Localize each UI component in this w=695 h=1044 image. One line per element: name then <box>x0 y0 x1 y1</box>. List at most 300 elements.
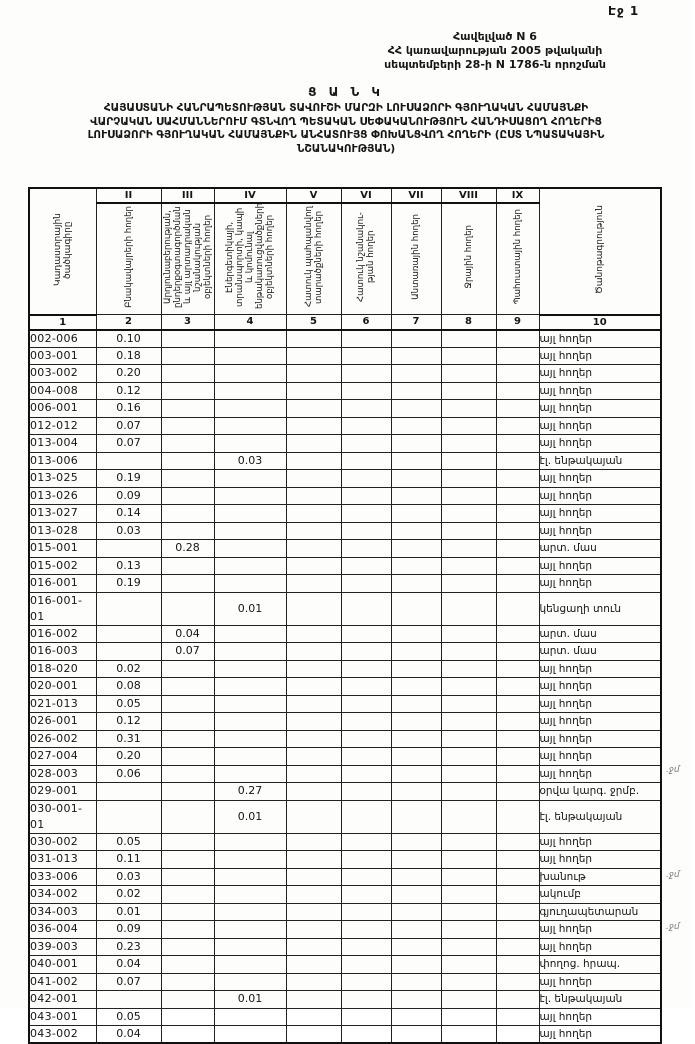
area-value-cell <box>214 886 286 904</box>
area-value-cell: 0.06 <box>96 765 161 783</box>
cadastral-code-cell: 016-001 <box>29 575 96 593</box>
area-value-cell <box>341 382 391 400</box>
area-value-cell <box>441 557 496 575</box>
table-row <box>29 833 661 851</box>
table-row <box>29 435 661 453</box>
area-value-cell <box>391 956 441 974</box>
area-value-cell <box>441 592 496 625</box>
area-value-cell <box>441 540 496 558</box>
area-value-cell <box>391 540 441 558</box>
area-value-cell <box>214 382 286 400</box>
note-cell: խանութ <box>539 868 661 886</box>
area-value-cell: 0.05 <box>96 695 161 713</box>
area-value-cell <box>441 470 496 488</box>
area-value-cell: 0.02 <box>96 886 161 904</box>
page-number: Էջ 1 <box>608 4 640 18</box>
area-value-cell <box>441 660 496 678</box>
cadastral-code-cell: 040-001 <box>29 956 96 974</box>
area-value-cell: 0.03 <box>96 522 161 540</box>
area-value-cell <box>341 505 391 523</box>
area-value-cell: 0.27 <box>214 783 286 801</box>
area-value-cell <box>341 695 391 713</box>
area-value-cell <box>341 973 391 991</box>
area-value-cell <box>391 330 441 348</box>
table-row <box>29 748 661 766</box>
area-value-cell <box>286 851 341 869</box>
area-value-cell <box>441 851 496 869</box>
area-value-cell: 0.07 <box>161 643 214 661</box>
roman-v: V <box>286 188 341 203</box>
area-value-cell <box>441 522 496 540</box>
area-value-cell <box>341 868 391 886</box>
note-cell: այլ հողեր <box>539 575 661 593</box>
note-cell: այլ հողեր <box>539 470 661 488</box>
title-sub-line-4: ՆՇԱՆԱԿՈՒԹՅԱՆ) <box>296 142 396 155</box>
area-value-cell <box>496 522 539 540</box>
area-value-cell <box>496 1026 539 1044</box>
area-value-cell <box>441 487 496 505</box>
area-value-cell <box>214 678 286 696</box>
note-cell: այլ հողեր <box>539 522 661 540</box>
area-value-cell <box>391 903 441 921</box>
note-cell: այլ հողեր <box>539 1008 661 1026</box>
area-value-cell <box>161 522 214 540</box>
area-value-cell <box>391 991 441 1009</box>
area-value-cell <box>161 678 214 696</box>
cadastral-code-cell: 036-004 <box>29 921 96 939</box>
area-value-cell <box>391 851 441 869</box>
cadastral-code-cell: 013-028 <box>29 522 96 540</box>
area-value-cell: 0.14 <box>96 505 161 523</box>
area-value-cell <box>214 1008 286 1026</box>
area-value-cell <box>286 833 341 851</box>
handwritten-margin-mark: .ջմ <box>666 869 680 880</box>
area-value-cell <box>286 730 341 748</box>
area-value-cell <box>391 522 441 540</box>
area-value-cell <box>161 452 214 470</box>
note-cell: այլ հողեր <box>539 400 661 418</box>
area-value-cell <box>161 557 214 575</box>
area-value-cell <box>286 800 341 833</box>
area-value-cell <box>214 487 286 505</box>
area-value-cell <box>341 921 391 939</box>
table-row <box>29 382 661 400</box>
area-value-cell <box>496 973 539 991</box>
table-row <box>29 505 661 523</box>
cadastral-code-cell: 013-027 <box>29 505 96 523</box>
table-row <box>29 470 661 488</box>
note-cell: կենցաղի տուն <box>539 592 661 625</box>
area-value-cell <box>286 678 341 696</box>
area-value-cell: 0.04 <box>96 1026 161 1044</box>
area-value-cell <box>341 1008 391 1026</box>
area-value-cell <box>214 557 286 575</box>
area-value-cell <box>214 417 286 435</box>
area-value-cell <box>161 592 214 625</box>
note-cell: այլ հողեր <box>539 833 661 851</box>
note-cell: այլ հողեր <box>539 730 661 748</box>
appendix-line-2: ՀՀ կառավարության 2005 թվականի <box>387 44 603 57</box>
cadastral-code-cell: 026-002 <box>29 730 96 748</box>
area-value-cell <box>496 417 539 435</box>
table-row <box>29 330 661 348</box>
area-value-cell <box>441 903 496 921</box>
area-value-cell <box>286 660 341 678</box>
cadastral-code-cell: 003-001 <box>29 347 96 365</box>
table-row <box>29 713 661 731</box>
area-value-cell <box>341 678 391 696</box>
area-value-cell <box>441 382 496 400</box>
area-value-cell <box>341 435 391 453</box>
area-value-cell <box>496 660 539 678</box>
area-value-cell: 0.02 <box>96 660 161 678</box>
area-value-cell <box>161 365 214 383</box>
area-value-cell: 0.04 <box>161 625 214 643</box>
area-value-cell <box>161 695 214 713</box>
area-value-cell: 0.20 <box>96 748 161 766</box>
area-value-cell <box>214 643 286 661</box>
area-value-cell <box>496 851 539 869</box>
area-value-cell: 0.10 <box>96 330 161 348</box>
title-sub-line-1: ՀԱՅԱՍՏԱՆԻ ՀԱՆՐԱՊԵՏՈՒԹՅԱՆ ՏԱՎՈՒՇԻ ՄԱՐԶԻ ԼՈՒՍԱՁՈՐԻ ԳՅՈՒՂԱԿԱՆ ՀԱՄԱՅՆՔԻ <box>103 102 589 114</box>
area-value-cell <box>441 973 496 991</box>
area-value-cell <box>286 592 341 625</box>
area-value-cell <box>391 435 441 453</box>
area-value-cell <box>161 730 214 748</box>
area-value-cell <box>496 695 539 713</box>
area-value-cell <box>496 575 539 593</box>
area-value-cell <box>496 487 539 505</box>
cadastral-code-cell: 031-013 <box>29 851 96 869</box>
area-value-cell <box>441 347 496 365</box>
area-value-cell <box>441 1008 496 1026</box>
area-value-cell <box>341 487 391 505</box>
area-value-cell <box>286 575 341 593</box>
area-value-cell <box>286 417 341 435</box>
table-row <box>29 522 661 540</box>
area-value-cell <box>214 868 286 886</box>
note-cell: այլ հողեր <box>539 347 661 365</box>
area-value-cell <box>286 452 341 470</box>
note-cell: այլ հողեր <box>539 765 661 783</box>
area-value-cell <box>496 347 539 365</box>
note-cell: արտ. մաս <box>539 643 661 661</box>
area-value-cell <box>214 833 286 851</box>
area-value-cell <box>286 765 341 783</box>
area-value-cell <box>496 868 539 886</box>
area-value-cell <box>161 487 214 505</box>
note-cell: ակումբ <box>539 886 661 904</box>
area-value-cell <box>286 868 341 886</box>
area-value-cell <box>441 330 496 348</box>
land-transfer-table <box>28 187 662 1044</box>
roman-ix: IX <box>496 188 539 203</box>
area-value-cell <box>391 695 441 713</box>
area-value-cell <box>496 505 539 523</box>
area-value-cell <box>391 1008 441 1026</box>
cadastral-code-cell: 016-003 <box>29 643 96 661</box>
area-value-cell <box>496 435 539 453</box>
table-row <box>29 903 661 921</box>
area-value-cell <box>496 452 539 470</box>
area-value-cell <box>161 886 214 904</box>
area-value-cell <box>286 487 341 505</box>
area-value-cell <box>441 868 496 886</box>
note-cell: այլ հողեր <box>539 435 661 453</box>
table-row <box>29 921 661 939</box>
note-cell: էլ. ենթակայան <box>539 452 661 470</box>
cadastral-code-cell: 033-006 <box>29 868 96 886</box>
note-cell: էլ. ենթակայան <box>539 800 661 833</box>
table-row <box>29 868 661 886</box>
area-value-cell: 0.07 <box>96 435 161 453</box>
area-value-cell <box>341 522 391 540</box>
area-value-cell <box>441 365 496 383</box>
area-value-cell <box>391 765 441 783</box>
area-value-cell: 0.03 <box>96 868 161 886</box>
area-value-cell: 0.16 <box>96 400 161 418</box>
note-cell: այլ հողեր <box>539 851 661 869</box>
note-cell: այլ հողեր <box>539 748 661 766</box>
area-value-cell: 0.03 <box>214 452 286 470</box>
area-value-cell <box>391 730 441 748</box>
area-value-cell <box>496 833 539 851</box>
note-cell: այլ հողեր <box>539 713 661 731</box>
area-value-cell <box>441 748 496 766</box>
area-value-cell <box>341 365 391 383</box>
area-value-cell: 0.19 <box>96 470 161 488</box>
area-value-cell <box>214 765 286 783</box>
area-value-cell <box>214 956 286 974</box>
note-cell: այլ հողեր <box>539 678 661 696</box>
area-value-cell <box>341 417 391 435</box>
table-row <box>29 956 661 974</box>
cadastral-code-cell: 034-003 <box>29 903 96 921</box>
area-value-cell <box>96 592 161 625</box>
area-value-cell <box>496 991 539 1009</box>
title-sub-line-2: ՎԱՐՉԱԿԱՆ ՍԱՀՄԱՆՆԵՐՈՒՄ ԳՏՆՎՈՂ ՊԵՏԱԿԱՆ ՍԵՓԱԿԱՆՈՒԹՅՈՒՆ ՀԱՆԴԻՍԱՑՈՂ ՀՈՂԵՐԻՑ <box>90 115 602 128</box>
area-value-cell <box>496 678 539 696</box>
area-value-cell <box>441 400 496 418</box>
area-value-cell <box>391 592 441 625</box>
table-row <box>29 886 661 904</box>
appendix-line-3: սեպտեմբերի 28-ի N 1786-ն որոշման <box>384 58 606 71</box>
table-row <box>29 730 661 748</box>
area-value-cell <box>341 643 391 661</box>
area-value-cell <box>214 660 286 678</box>
table-header <box>29 188 661 330</box>
area-value-cell <box>496 540 539 558</box>
area-value-cell <box>341 1026 391 1044</box>
table-row <box>29 452 661 470</box>
area-value-cell <box>441 1026 496 1044</box>
table-row <box>29 973 661 991</box>
cadastral-code-cell: 034-002 <box>29 886 96 904</box>
area-value-cell <box>496 625 539 643</box>
header-cadastral-code <box>29 188 96 315</box>
table-body <box>29 330 661 1044</box>
area-value-cell <box>496 400 539 418</box>
cadastral-code-cell: 012-012 <box>29 417 96 435</box>
area-value-cell <box>286 886 341 904</box>
title-sub-line-3: ԼՈՒՍԱՁՈՐԻ ԳՅՈՒՂԱԿԱՆ ՀԱՄԱՅՆՔԻՆ ԱՆՀԱՏՈՒՅՑ ՓՈԽԱՆՑՎՈՂ ՀՈՂԵՐԻ (ԸՍՏ ՆՊԱՏԱԿԱՅԻՆ <box>87 129 605 141</box>
area-value-cell <box>496 557 539 575</box>
table-row <box>29 347 661 365</box>
area-value-cell <box>441 991 496 1009</box>
table-row <box>29 417 661 435</box>
area-value-cell <box>391 1026 441 1044</box>
area-value-cell <box>341 783 391 801</box>
area-value-cell: 0.28 <box>161 540 214 558</box>
table-row <box>29 695 661 713</box>
area-value-cell <box>391 938 441 956</box>
area-value-cell <box>391 886 441 904</box>
area-value-cell <box>341 730 391 748</box>
area-value-cell <box>286 435 341 453</box>
cadastral-code-cell: 041-002 <box>29 973 96 991</box>
note-cell: այլ հողեր <box>539 660 661 678</box>
colnum-2: 2 <box>96 315 161 330</box>
cadastral-code-cell: 029-001 <box>29 783 96 801</box>
area-value-cell <box>496 886 539 904</box>
area-value-cell <box>341 800 391 833</box>
area-value-cell <box>391 921 441 939</box>
area-value-cell <box>391 713 441 731</box>
cadastral-code-cell: 018-020 <box>29 660 96 678</box>
area-value-cell <box>286 713 341 731</box>
area-value-cell <box>286 347 341 365</box>
area-value-cell <box>391 400 441 418</box>
area-value-cell <box>496 713 539 731</box>
area-value-cell: 0.01 <box>214 800 286 833</box>
area-value-cell <box>341 903 391 921</box>
area-value-cell <box>496 470 539 488</box>
area-value-cell <box>391 505 441 523</box>
area-value-cell <box>496 956 539 974</box>
area-value-cell <box>96 643 161 661</box>
colnum-6: 6 <box>341 315 391 330</box>
area-value-cell <box>496 643 539 661</box>
area-value-cell <box>214 748 286 766</box>
area-value-cell <box>441 678 496 696</box>
cadastral-code-cell: 020-001 <box>29 678 96 696</box>
note-cell: արտ. մաս <box>539 625 661 643</box>
header-special-purpose-lands: Հատուկ նշանակու-թյան հողեր <box>341 203 391 315</box>
area-value-cell <box>161 400 214 418</box>
area-value-cell <box>391 783 441 801</box>
appendix-reference <box>295 30 695 72</box>
area-value-cell <box>214 575 286 593</box>
area-value-cell <box>161 575 214 593</box>
area-value-cell: 0.01 <box>214 991 286 1009</box>
note-cell: այլ հողեր <box>539 557 661 575</box>
area-value-cell <box>496 903 539 921</box>
roman-iii: III <box>161 188 214 203</box>
header-note-label: Ծանոթագրություն <box>594 205 605 295</box>
area-value-cell <box>286 557 341 575</box>
area-value-cell <box>286 748 341 766</box>
area-value-cell <box>496 382 539 400</box>
area-value-cell <box>391 625 441 643</box>
area-value-cell <box>341 592 391 625</box>
area-value-cell <box>286 695 341 713</box>
header-cadastral-code-label: Կադաստրային ծածկագիրը <box>52 213 73 287</box>
area-value-cell <box>496 765 539 783</box>
table-row <box>29 365 661 383</box>
area-value-cell <box>441 938 496 956</box>
area-value-cell <box>441 575 496 593</box>
table-row <box>29 660 661 678</box>
header-industrial-lands: Արդյունաբերության, ընդերքօգտագործման և այլ արտադրական նշանակության օբյեկտների հողեր <box>161 203 214 315</box>
cadastral-code-cell: 013-025 <box>29 470 96 488</box>
area-value-cell: 0.05 <box>96 833 161 851</box>
area-value-cell: 0.07 <box>96 417 161 435</box>
area-value-cell <box>341 833 391 851</box>
note-cell: էլ. ենթակայան <box>539 991 661 1009</box>
area-value-cell <box>496 1008 539 1026</box>
note-cell: արտ. մաս <box>539 540 661 558</box>
note-cell: այլ հողեր <box>539 382 661 400</box>
area-value-cell <box>391 833 441 851</box>
note-cell: այլ հողեր <box>539 1026 661 1044</box>
area-value-cell <box>286 382 341 400</box>
header-residential-lands: Բնակավայրերի հողեր <box>96 203 161 315</box>
area-value-cell <box>161 800 214 833</box>
colnum-3: 3 <box>161 315 214 330</box>
area-value-cell: 0.19 <box>96 575 161 593</box>
note-cell: այլ հողեր <box>539 938 661 956</box>
area-value-cell: 0.09 <box>96 921 161 939</box>
area-value-cell <box>214 1026 286 1044</box>
colnum-7: 7 <box>391 315 441 330</box>
area-value-cell <box>341 625 391 643</box>
table-row <box>29 938 661 956</box>
cadastral-code-cell: 013-026 <box>29 487 96 505</box>
area-value-cell <box>391 470 441 488</box>
cadastral-code-cell: 021-013 <box>29 695 96 713</box>
table-row <box>29 783 661 801</box>
area-value-cell <box>161 921 214 939</box>
cadastral-code-cell: 030-001-01 <box>29 800 96 833</box>
area-value-cell <box>286 625 341 643</box>
area-value-cell <box>341 886 391 904</box>
area-value-cell <box>161 973 214 991</box>
area-value-cell <box>214 347 286 365</box>
area-value-cell <box>214 625 286 643</box>
area-value-cell <box>341 452 391 470</box>
area-value-cell <box>214 973 286 991</box>
note-cell: այլ հողեր <box>539 330 661 348</box>
table-row <box>29 1026 661 1044</box>
note-cell: այլ հողեր <box>539 505 661 523</box>
area-value-cell <box>161 660 214 678</box>
area-value-cell <box>161 417 214 435</box>
note-cell: գյուղապետարան <box>539 903 661 921</box>
area-value-cell <box>161 505 214 523</box>
area-value-cell <box>341 470 391 488</box>
area-value-cell <box>161 435 214 453</box>
area-value-cell <box>161 713 214 731</box>
area-value-cell <box>341 540 391 558</box>
area-value-cell <box>214 938 286 956</box>
area-value-cell <box>214 851 286 869</box>
area-value-cell: 0.23 <box>96 938 161 956</box>
table-row <box>29 800 661 833</box>
table-row <box>29 1008 661 1026</box>
title-main: Ց Ա Ն Կ <box>308 85 384 99</box>
cadastral-code-cell: 039-003 <box>29 938 96 956</box>
area-value-cell: 0.13 <box>96 557 161 575</box>
